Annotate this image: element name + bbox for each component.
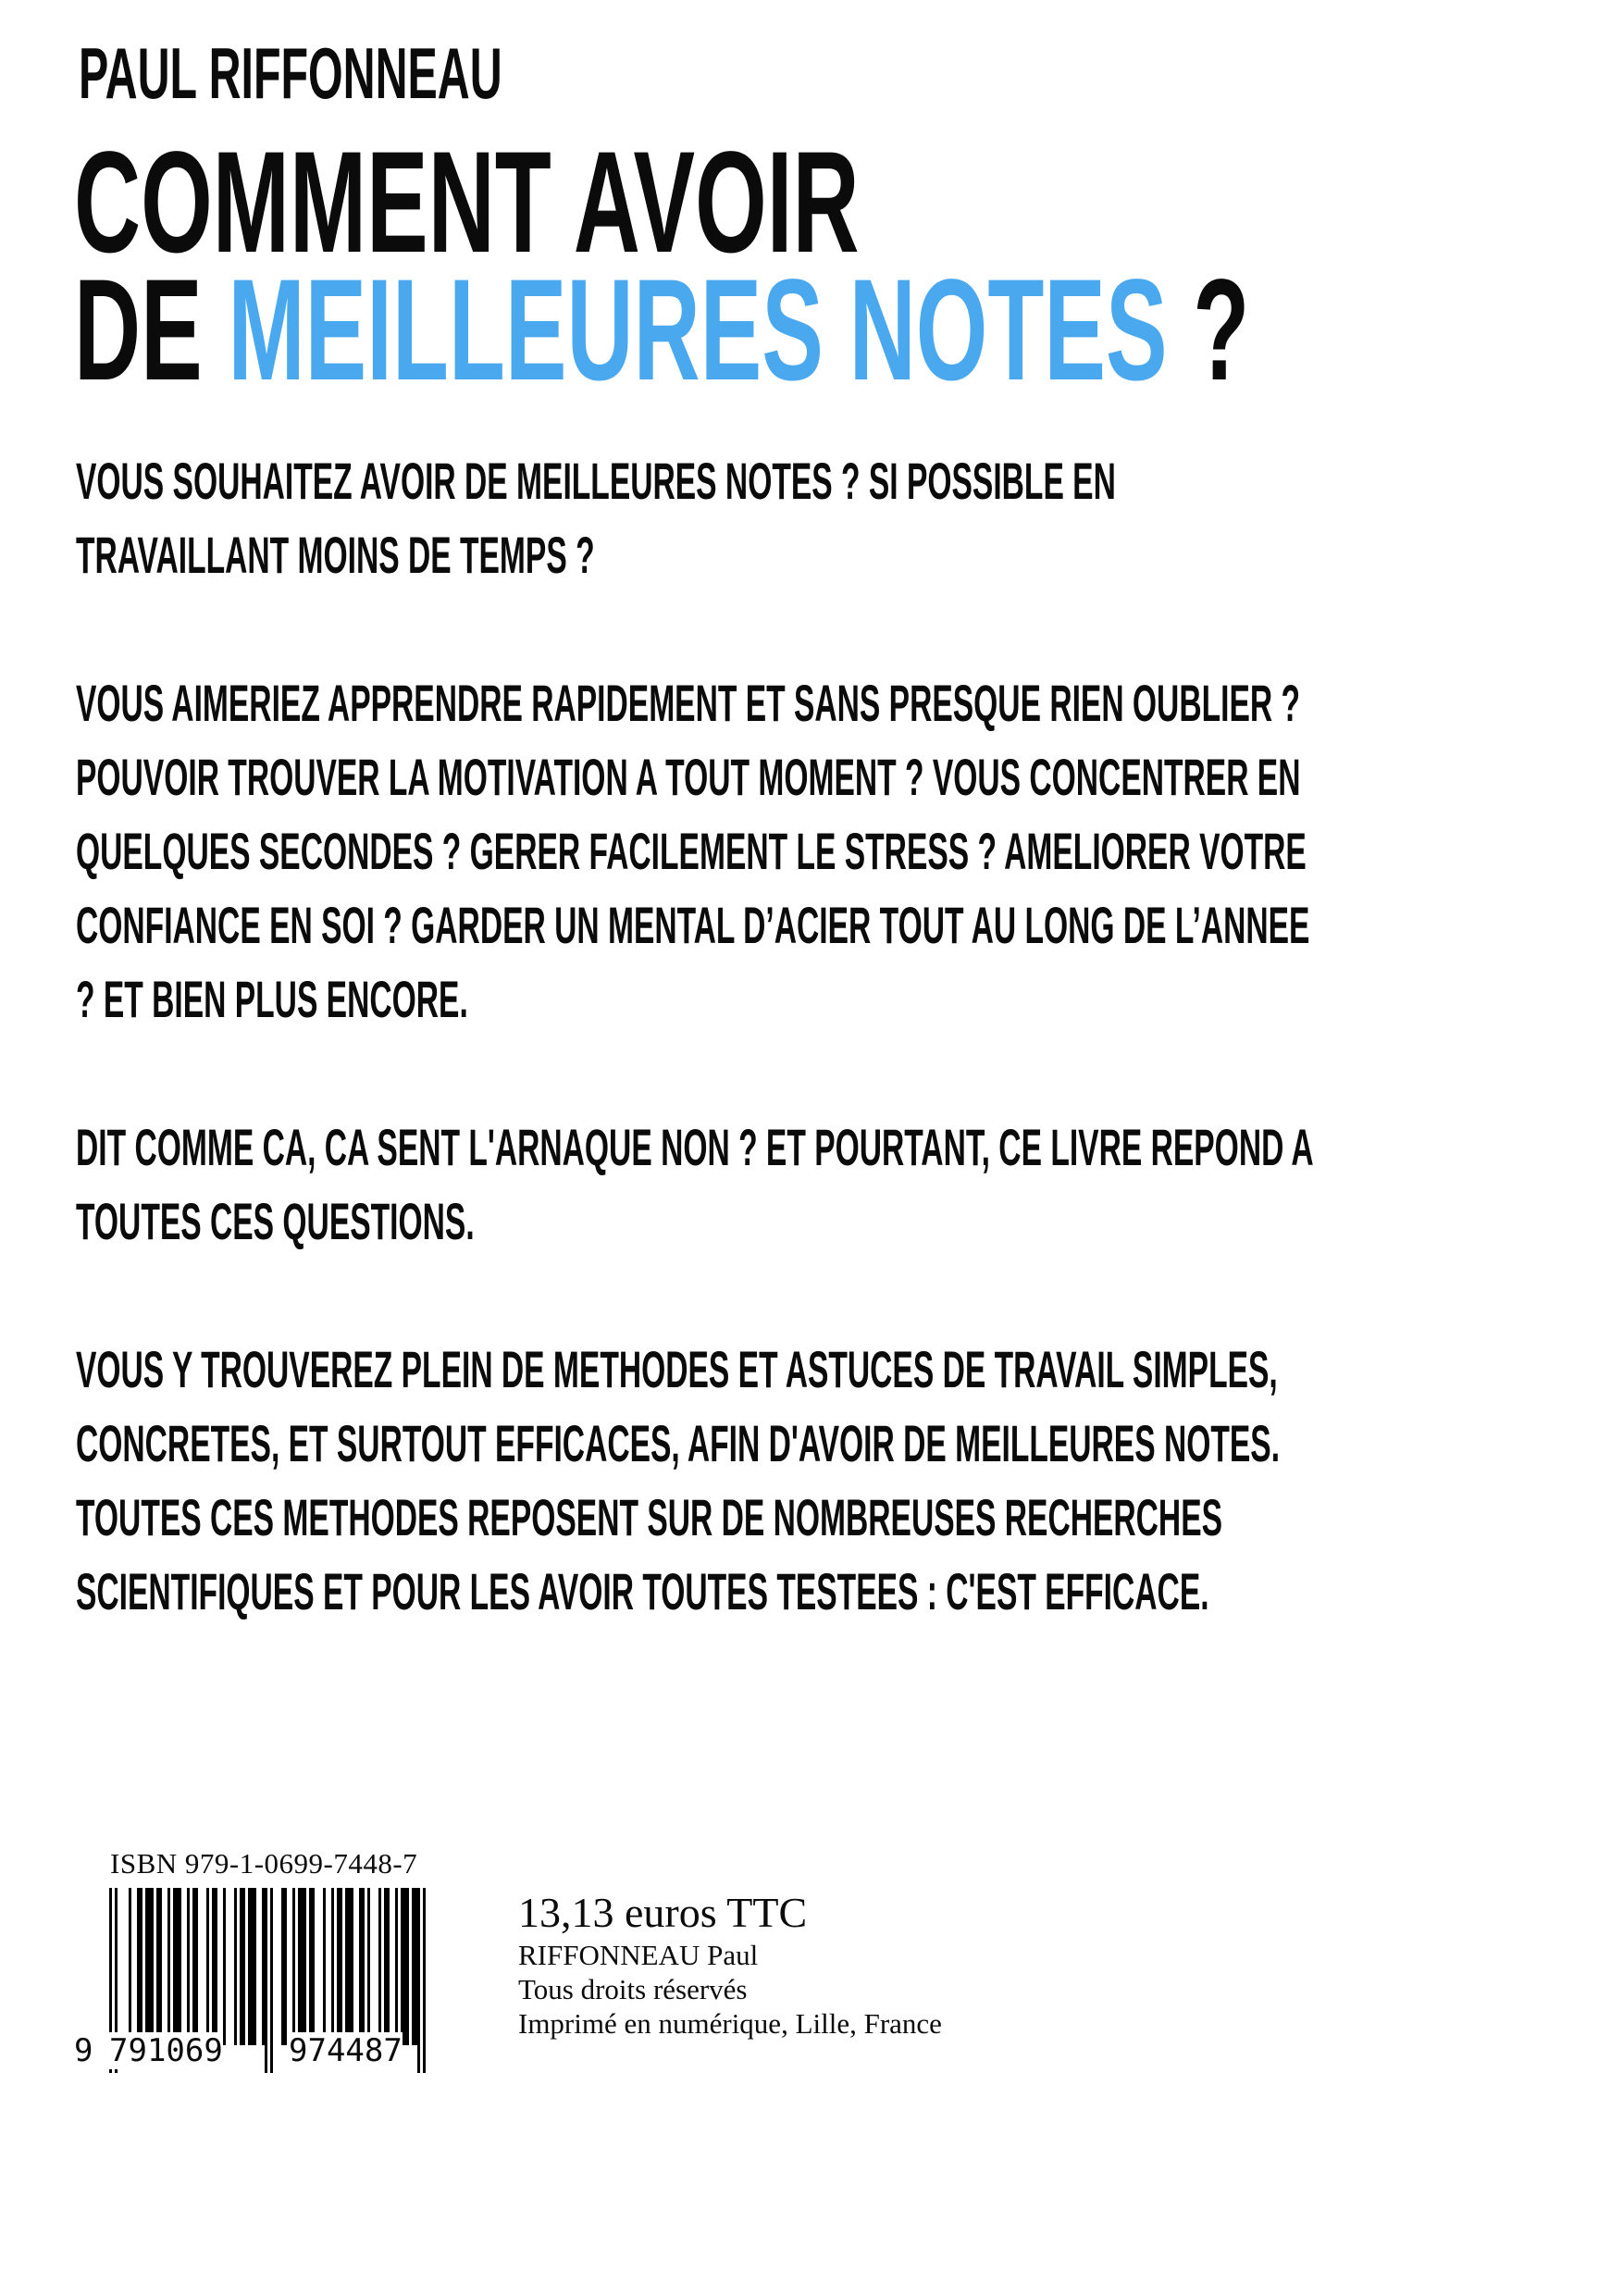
printing-info: Imprimé en numérique, Lille, France bbox=[518, 2007, 942, 2040]
barcode-bar bbox=[167, 1888, 170, 2045]
barcode-bar bbox=[129, 1888, 131, 2045]
blurb-paragraph-1: VOUS SOUHAITEZ AVOIR DE MEILLEURES NOTES ? SI POSSIBLE EN TRAVAILLANT MOINS DE TEMPS ? bbox=[76, 452, 1116, 584]
author-name: PAUL RIFFONNEAU bbox=[79, 32, 502, 114]
barcode-bar bbox=[367, 1888, 370, 2045]
barcode-bar bbox=[234, 1888, 237, 2045]
barcode-bar bbox=[331, 1888, 334, 2045]
barcode-digits-left: 791069 bbox=[109, 2032, 223, 2069]
barcode-bar bbox=[378, 1888, 381, 2045]
barcode-digit-lead: 9 bbox=[74, 2032, 93, 2069]
title-prefix: DE bbox=[74, 250, 203, 411]
barcode-bar bbox=[298, 1888, 306, 2045]
price: 13,13 euros TTC bbox=[518, 1889, 808, 1936]
blurb-paragraph-2: VOUS AIMERIEZ APPRENDRE RAPIDEMENT ET SANS PRESQUE RIEN OUBLIER ? POUVOIR TROUVER LA MOTIVATION A TOUT MOMENT ? VOUS CONCENTRER EN QUELQUES SECONDES ? GERER FACILEMENT LE STRESS ? AMELIORER VOTRE CONFIANCE EN SOI ? GARDER UN MENTAL D’ACIER TOUT AU LONG DE L’ANNEE ? ET BIEN PLUS ENCORE. bbox=[76, 674, 1310, 1028]
barcode-bar bbox=[323, 1888, 326, 2045]
book-title bbox=[74, 122, 1250, 411]
barcode-bar bbox=[192, 1888, 198, 2045]
barcode-guard-bar bbox=[265, 1888, 267, 2073]
isbn-label: ISBN 979-1-0699-7448-7 bbox=[110, 1847, 418, 1880]
barcode-bar bbox=[187, 1888, 190, 2045]
barcode-bar bbox=[240, 1888, 245, 2045]
title-accent: MEILLEURES NOTES bbox=[228, 250, 1168, 411]
barcode-digits-right: 974487 bbox=[289, 2032, 403, 2069]
barcode-bar bbox=[281, 1888, 287, 2045]
barcode-bar bbox=[248, 1888, 256, 2045]
barcode-guard-bar bbox=[417, 1888, 420, 2073]
barcode-bar bbox=[262, 1888, 265, 2045]
barcode-bar bbox=[337, 1888, 342, 2045]
barcode-bar bbox=[292, 1888, 295, 2045]
publisher-name: RIFFONNEAU Paul bbox=[518, 1939, 759, 1971]
barcode-bar bbox=[156, 1888, 162, 2045]
barcode-guard-bar bbox=[270, 1888, 273, 2073]
barcode-bar bbox=[395, 1888, 398, 2045]
back-cover-blurb bbox=[76, 444, 1519, 1703]
blurb-paragraph-4: VOUS Y TROUVEREZ PLEIN DE METHODES ET ASTUCES DE TRAVAIL SIMPLES, CONCRETES, ET SURTOUT EFFICACES, AFIN D'AVOIR DE MEILLEURES NOTES. TOUTES CES METHODES REPOSENT SUR DE NOMBREUSES RECHERCHES SCIENTIFIQUES ET POUR LES AVOIR TOUTES TESTEES : C'EST EFFICACE. bbox=[76, 1340, 1281, 1620]
rights-notice: Tous droits réservés bbox=[518, 1973, 748, 2005]
barcode-bar bbox=[206, 1888, 209, 2045]
barcode-bar bbox=[137, 1888, 142, 2045]
barcode-bar bbox=[309, 1888, 315, 2045]
barcode-bar bbox=[345, 1888, 353, 2045]
barcode-guard-bar bbox=[423, 1888, 426, 2073]
barcode-bar bbox=[212, 1888, 217, 2045]
imprint-block bbox=[518, 1888, 942, 2041]
barcode-bar bbox=[384, 1888, 390, 2045]
title-suffix: ? bbox=[1193, 250, 1250, 411]
blurb-paragraph-3: DIT COMME CA, CA SENT L'ARNAQUE NON ? ET POURTANT, CE LIVRE REPOND A TOUTES CES QUESTIONS. bbox=[76, 1118, 1314, 1250]
title-line-1: COMMENT AVOIR bbox=[74, 122, 860, 283]
barcode-bar bbox=[145, 1888, 154, 2045]
barcode-bar bbox=[173, 1888, 181, 2045]
barcode-bar bbox=[223, 1888, 226, 2045]
barcode-bar bbox=[412, 1888, 417, 2045]
barcode-bar bbox=[359, 1888, 365, 2045]
barcode-bar bbox=[401, 1888, 409, 2045]
